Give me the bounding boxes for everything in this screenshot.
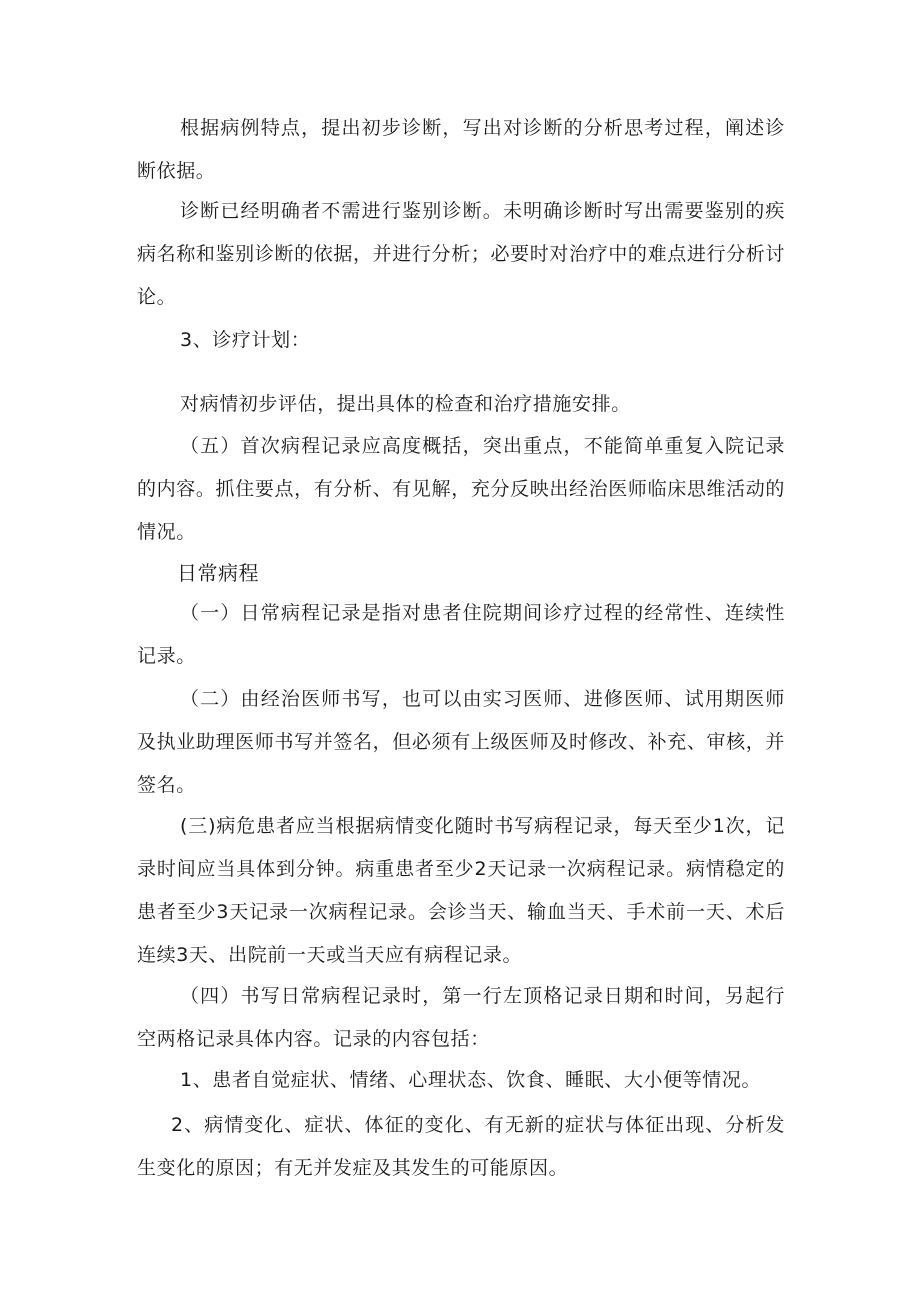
paragraph-first-record-summary: （五）首次病程记录应高度概括，突出重点，不能简单重复入院记录的内容。抓住要点，有分析、有见解，充分反映出经治医师临床思维活动的情况。	[137, 435, 785, 543]
paragraph-item-2-changes: 2、病情变化、症状、体征的变化、有无新的症状与体征出现、分析发生变化的原因；有无并发症及其发生的可能原因。	[137, 1114, 785, 1179]
paragraph-who-writes: （二）由经治医师书写，也可以由实习医师、进修医师、试用期医师及执业助理医师书写并签名，但必须有上级医师及时修改、补充、审核，并签名。	[137, 688, 785, 796]
paragraph-recording-frequency: (三)病危患者应当根据病情变化随时书写病程记录，每天至少1次，记录时间应当具体到分钟。病重患者至少2天记录一次病程记录。病情稳定的患者至少3天记录一次病程记录。会诊当天、输血当天、手术前一天、术后连续3天、出院前一天或当天应有病程记录。	[137, 815, 785, 966]
paragraph-diagnosis-basis: 根据病例特点，提出初步诊断，写出对诊断的分析思考过程，阐述诊断依据。	[137, 117, 785, 182]
paragraph-daily-definition: （一）日常病程记录是指对患者住院期间诊疗过程的经常性、连续性记录。	[137, 602, 785, 667]
paragraph-writing-format: （四）书写日常病程记录时，第一行左顶格记录日期和时间，另起行空两格记录具体内容。记录的内容包括：	[137, 985, 785, 1050]
paragraph-differential-diagnosis: 诊断已经明确者不需进行鉴别诊断。未明确诊断时写出需要鉴别的疾病名称和鉴别诊断的依据，并进行分析；必要时对治疗中的难点进行分析讨论。	[137, 200, 785, 308]
paragraph-item-1-symptoms: 1、患者自觉症状、情绪、心理状态、饮食、睡眠、大小便等情况。	[180, 1069, 762, 1091]
paragraph-initial-assessment: 对病情初步评估，提出具体的检查和治疗措施安排。	[180, 393, 631, 415]
paragraph-treatment-plan-heading: 3、诊疗计划：	[180, 329, 311, 351]
section-heading-daily-progress: 日常病程	[177, 561, 259, 585]
